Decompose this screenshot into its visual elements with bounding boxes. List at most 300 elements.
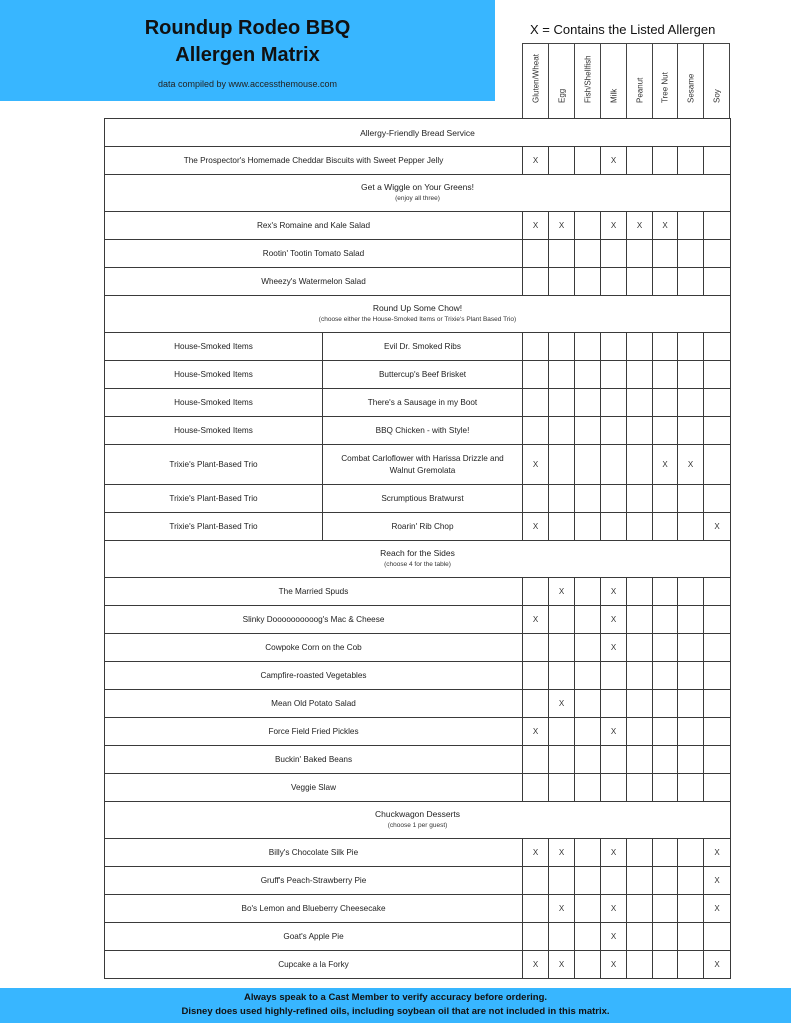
allergen-cell — [523, 746, 549, 774]
allergen-cell — [523, 513, 549, 541]
allergen-mark: X — [558, 586, 565, 596]
allergen-cell — [653, 867, 678, 895]
allergen-cell — [627, 923, 653, 951]
item-name: Buckin' Baked Beans — [105, 746, 523, 774]
allergen-matrix-table — [104, 118, 731, 979]
page-title-line-1: Roundup Rodeo BBQ — [144, 17, 351, 39]
item-name: Billy's Chocolate Silk Pie — [105, 839, 523, 867]
allergen-cell — [627, 690, 653, 718]
allergen-cell — [627, 578, 653, 606]
allergen-mark: X — [687, 459, 694, 469]
allergen-cell — [704, 634, 731, 662]
allergen-cell — [575, 839, 601, 867]
allergen-cell — [601, 361, 627, 389]
section-subtitle: (choose 4 for the table) — [384, 561, 451, 568]
section-title: Get a Wiggle on Your Greens! — [361, 182, 474, 192]
allergen-cell — [523, 485, 549, 513]
allergen-mark: X — [610, 642, 617, 652]
allergen-cell — [575, 389, 601, 417]
allergen-cell — [575, 361, 601, 389]
allergen-cell — [704, 389, 731, 417]
allergen-cell — [523, 718, 549, 746]
allergen-cell — [549, 361, 575, 389]
allergen-cell — [653, 690, 678, 718]
allergen-cell — [678, 361, 704, 389]
allergen-cell — [627, 774, 653, 802]
allergen-cell — [523, 839, 549, 867]
table-row — [105, 662, 731, 690]
table-row — [105, 485, 731, 513]
item-name: The Married Spuds — [105, 578, 523, 606]
allergen-cell — [627, 333, 653, 361]
allergen-cell — [678, 690, 704, 718]
allergen-cell — [549, 951, 575, 979]
allergen-mark: X — [662, 459, 668, 469]
item-category: House-Smoked Items — [105, 333, 323, 361]
allergen-cell — [653, 951, 678, 979]
allergen-cell — [549, 212, 575, 240]
item-name: Cupcake a la Forky — [105, 951, 523, 979]
allergen-cell — [678, 634, 704, 662]
item-name: Veggie Slaw — [105, 774, 523, 802]
section-header — [105, 541, 731, 578]
allergen-cell — [575, 513, 601, 541]
section-title: Round Up Some Chow! — [372, 303, 463, 313]
item-category: Trixie's Plant-Based Trio — [105, 513, 323, 541]
allergen-mark: X — [610, 614, 617, 624]
allergen-cell — [704, 268, 731, 296]
table-row — [105, 923, 731, 951]
allergen-mark: X — [610, 959, 617, 969]
table-row — [105, 718, 731, 746]
allergen-header-tree-nut — [652, 44, 677, 118]
allergen-cell — [601, 333, 627, 361]
allergen-mark: X — [558, 959, 565, 969]
allergen-cell — [653, 361, 678, 389]
allergen-cell — [601, 268, 627, 296]
allergen-cell — [523, 333, 549, 361]
allergen-cell — [549, 662, 575, 690]
allergen-mark: X — [532, 959, 539, 969]
allergen-cell — [627, 212, 653, 240]
allergen-cell — [601, 662, 627, 690]
allergen-mark: X — [532, 614, 539, 624]
allergen-cell — [523, 634, 549, 662]
allergen-cell — [601, 839, 627, 867]
allergen-cell — [627, 867, 653, 895]
allergen-header-label: Soy — [712, 89, 721, 103]
allergen-mark: X — [558, 903, 565, 913]
allergen-cell — [678, 389, 704, 417]
allergen-mark: X — [714, 903, 720, 913]
allergen-cell — [653, 895, 678, 923]
allergen-header-label: Gluten/Wheat — [531, 54, 540, 103]
allergen-cell — [653, 268, 678, 296]
allergen-mark: X — [610, 155, 617, 165]
item-category: Trixie's Plant-Based Trio — [105, 445, 323, 485]
allergen-header-peanut — [626, 44, 652, 118]
item-name: Force Field Fried Pickles — [105, 718, 523, 746]
section-header — [105, 802, 731, 839]
item-name: There's a Sausage in my Boot — [323, 389, 523, 417]
allergen-cell — [627, 417, 653, 445]
item-name: Slinky Doooooooooog's Mac & Cheese — [105, 606, 523, 634]
allergen-cell — [627, 839, 653, 867]
section-header-row — [105, 119, 731, 147]
footer-banner — [0, 988, 791, 1023]
allergen-cell — [653, 445, 678, 485]
allergen-cell — [575, 923, 601, 951]
allergen-mark: X — [636, 220, 643, 230]
allergen-cell — [549, 895, 575, 923]
allergen-cell — [678, 240, 704, 268]
allergen-cell — [678, 268, 704, 296]
allergen-cell — [704, 839, 731, 867]
allergen-cell — [549, 867, 575, 895]
allergen-cell — [575, 578, 601, 606]
section-title: Allergy-Friendly Bread Service — [360, 127, 475, 138]
section-header-row — [105, 175, 731, 212]
allergen-cell — [523, 240, 549, 268]
table-row — [105, 268, 731, 296]
allergen-cell — [575, 662, 601, 690]
allergen-cell — [704, 361, 731, 389]
allergen-cell — [653, 212, 678, 240]
allergen-cell — [627, 746, 653, 774]
allergen-cell — [575, 867, 601, 895]
section-header — [105, 296, 731, 333]
allergen-cell — [627, 485, 653, 513]
allergen-cell — [653, 485, 678, 513]
item-name: Mean Old Potato Salad — [105, 690, 523, 718]
allergen-cell — [678, 147, 704, 175]
allergen-cell — [627, 147, 653, 175]
allergen-mark: X — [610, 847, 617, 857]
allergen-cell — [678, 867, 704, 895]
allergen-cell — [601, 774, 627, 802]
allergen-mark: X — [532, 847, 539, 857]
allergen-cell — [601, 212, 627, 240]
allergen-mark: X — [662, 220, 668, 230]
item-name: Roarin' Rib Chop — [323, 513, 523, 541]
section-subtitle: (choose 1 per guest) — [387, 822, 448, 829]
allergen-cell — [575, 951, 601, 979]
allergen-mark: X — [532, 726, 539, 736]
allergen-cell — [704, 746, 731, 774]
allergen-cell — [653, 662, 678, 690]
allergen-cell — [549, 718, 575, 746]
allergen-cell — [704, 485, 731, 513]
allergen-mark: X — [558, 847, 565, 857]
allergen-cell — [678, 212, 704, 240]
allergen-header-sesame — [677, 44, 703, 118]
allergen-cell — [575, 746, 601, 774]
allergen-cell — [575, 718, 601, 746]
allergen-cell — [523, 867, 549, 895]
allergen-cell — [704, 333, 731, 361]
legend-text: X = Contains the Listed Allergen — [530, 22, 716, 37]
allergen-cell — [704, 578, 731, 606]
allergen-cell — [601, 746, 627, 774]
table-row — [105, 867, 731, 895]
section-header-row — [105, 541, 731, 578]
allergen-cell — [523, 951, 549, 979]
allergen-cell — [549, 147, 575, 175]
allergen-cell — [704, 774, 731, 802]
table-row — [105, 578, 731, 606]
table-row — [105, 690, 731, 718]
allergen-cell — [678, 485, 704, 513]
allergen-header-milk — [600, 44, 626, 118]
allergen-cell — [601, 578, 627, 606]
allergen-cell — [575, 690, 601, 718]
item-name: Scrumptious Bratwurst — [323, 485, 523, 513]
allergen-cell — [523, 690, 549, 718]
allergen-cell — [549, 746, 575, 774]
allergen-cell — [704, 923, 731, 951]
allergen-cell — [627, 513, 653, 541]
allergen-mark: X — [532, 459, 539, 469]
allergen-cell — [601, 690, 627, 718]
item-name: Buttercup's Beef Brisket — [323, 361, 523, 389]
allergen-cell — [601, 634, 627, 662]
allergen-mark: X — [610, 586, 617, 596]
allergen-cell — [575, 606, 601, 634]
allergen-header-soy — [703, 44, 730, 118]
allergen-cell — [678, 445, 704, 485]
table-row — [105, 513, 731, 541]
allergen-mark: X — [558, 698, 565, 708]
item-category: House-Smoked Items — [105, 361, 323, 389]
table-row — [105, 361, 731, 389]
section-header — [105, 119, 731, 147]
allergen-cell — [653, 417, 678, 445]
allergen-cell — [678, 895, 704, 923]
allergen-cell — [627, 361, 653, 389]
allergen-header-egg — [548, 44, 574, 118]
allergen-cell — [678, 662, 704, 690]
allergen-cell — [678, 951, 704, 979]
allergen-cell — [575, 212, 601, 240]
allergen-column-headers — [522, 43, 730, 119]
allergen-cell — [523, 147, 549, 175]
section-title: Reach for the Sides — [380, 548, 455, 558]
item-name: Campfire-roasted Vegetables — [105, 662, 523, 690]
allergen-cell — [627, 268, 653, 296]
table-row — [105, 774, 731, 802]
section-title: Chuckwagon Desserts — [374, 809, 461, 819]
section-subtitle: (choose either the House-Smoked Items or Trixie's Plant Based Trio) — [318, 316, 517, 323]
allergen-cell — [601, 240, 627, 268]
allergen-cell — [678, 578, 704, 606]
allergen-cell — [575, 895, 601, 923]
allergen-cell — [523, 774, 549, 802]
section-header-row — [105, 296, 731, 333]
allergen-cell — [601, 718, 627, 746]
table-row — [105, 240, 731, 268]
table-row — [105, 746, 731, 774]
allergen-cell — [704, 212, 731, 240]
title-banner — [0, 0, 495, 101]
allergen-cell — [549, 606, 575, 634]
allergen-cell — [627, 718, 653, 746]
table-row — [105, 389, 731, 417]
allergen-cell — [549, 389, 575, 417]
table-row — [105, 895, 731, 923]
allergen-header-label: Tree Nut — [660, 72, 670, 103]
allergen-cell — [653, 774, 678, 802]
allergen-cell — [549, 839, 575, 867]
allergen-cell — [601, 867, 627, 895]
allergen-cell — [653, 513, 678, 541]
allergen-cell — [627, 634, 653, 662]
allergen-cell — [653, 839, 678, 867]
item-category: House-Smoked Items — [105, 417, 323, 445]
section-header — [105, 175, 731, 212]
allergen-cell — [678, 839, 704, 867]
allergen-cell — [653, 240, 678, 268]
page-title-line-2: Allergen Matrix — [175, 44, 320, 66]
allergen-cell — [575, 268, 601, 296]
allergen-cell — [704, 513, 731, 541]
allergen-cell — [523, 389, 549, 417]
allergen-cell — [653, 578, 678, 606]
allergen-mark: X — [714, 875, 720, 885]
allergen-cell — [678, 513, 704, 541]
allergen-cell — [549, 268, 575, 296]
item-name: Evil Dr. Smoked Ribs — [323, 333, 523, 361]
allergen-cell — [678, 606, 704, 634]
allergen-cell — [627, 606, 653, 634]
allergen-cell — [601, 147, 627, 175]
item-name: Wheezy's Watermelon Salad — [105, 268, 523, 296]
allergen-mark: X — [610, 220, 617, 230]
allergen-cell — [704, 417, 731, 445]
allergen-cell — [704, 240, 731, 268]
item-name: The Prospector's Homemade Cheddar Biscuits with Sweet Pepper Jelly — [105, 147, 523, 175]
allergen-mark: X — [532, 521, 539, 531]
allergen-cell — [627, 951, 653, 979]
allergen-cell — [653, 389, 678, 417]
table-row — [105, 634, 731, 662]
allergen-cell — [704, 867, 731, 895]
allergen-cell — [704, 606, 731, 634]
allergen-header-label: Sesame — [686, 73, 695, 103]
allergen-cell — [601, 417, 627, 445]
allergen-mark: X — [610, 903, 617, 913]
allergen-cell — [601, 895, 627, 923]
footer-disclaimer-1: Always speak to a Cast Member to verify accuracy before ordering. — [243, 992, 548, 1003]
allergen-cell — [678, 417, 704, 445]
allergen-mark: X — [532, 155, 539, 165]
allergen-cell — [575, 634, 601, 662]
allergen-header-fish-shellfish — [574, 44, 600, 118]
table-row — [105, 147, 731, 175]
item-name: Goat's Apple Pie — [105, 923, 523, 951]
allergen-cell — [704, 662, 731, 690]
allergen-cell — [523, 417, 549, 445]
allergen-cell — [627, 445, 653, 485]
allergen-cell — [523, 212, 549, 240]
allergen-cell — [575, 240, 601, 268]
allergen-cell — [678, 774, 704, 802]
allergen-cell — [704, 718, 731, 746]
allergen-cell — [575, 774, 601, 802]
allergen-cell — [575, 417, 601, 445]
allergen-cell — [523, 361, 549, 389]
allergen-cell — [575, 147, 601, 175]
allergen-header-label: Fish/Shellfish — [583, 55, 592, 103]
allergen-header-gluten-wheat — [522, 44, 548, 118]
allergen-cell — [601, 485, 627, 513]
table-row — [105, 839, 731, 867]
allergen-cell — [678, 718, 704, 746]
allergen-cell — [653, 333, 678, 361]
table-row — [105, 333, 731, 361]
item-category: Trixie's Plant-Based Trio — [105, 485, 323, 513]
item-name: Cowpoke Corn on the Cob — [105, 634, 523, 662]
allergen-cell — [549, 333, 575, 361]
allergen-cell — [678, 333, 704, 361]
allergen-mark: X — [558, 220, 565, 230]
item-name: BBQ Chicken - with Style! — [323, 417, 523, 445]
allergen-cell — [549, 774, 575, 802]
allergen-cell — [601, 923, 627, 951]
item-name: Bo's Lemon and Blueberry Cheesecake — [105, 895, 523, 923]
allergen-mark: X — [714, 847, 720, 857]
allergen-cell — [704, 147, 731, 175]
allergen-mark: X — [610, 726, 617, 736]
allergen-cell — [653, 718, 678, 746]
allergen-cell — [523, 606, 549, 634]
item-name: Gruff's Peach-Strawberry Pie — [105, 867, 523, 895]
table-row — [105, 606, 731, 634]
allergen-cell — [601, 951, 627, 979]
item-name: Rootin' Tootin Tomato Salad — [105, 240, 523, 268]
allergen-cell — [704, 690, 731, 718]
item-name: Rex's Romaine and Kale Salad — [105, 212, 523, 240]
allergen-cell — [678, 923, 704, 951]
allergen-cell — [704, 895, 731, 923]
allergen-cell — [601, 513, 627, 541]
allergen-cell — [575, 333, 601, 361]
table-row — [105, 951, 731, 979]
allergen-cell — [627, 389, 653, 417]
data-credit: data compiled by www.accessthemouse.com — [157, 79, 338, 89]
allergen-mark: X — [714, 521, 720, 531]
table-row — [105, 445, 731, 485]
allergen-mark: X — [714, 959, 720, 969]
allergen-cell — [678, 746, 704, 774]
allergen-cell — [523, 662, 549, 690]
allergen-cell — [653, 147, 678, 175]
allergen-cell — [627, 240, 653, 268]
allergen-cell — [523, 923, 549, 951]
allergen-cell — [653, 634, 678, 662]
allergen-cell — [549, 513, 575, 541]
footer-disclaimer-2: Disney does used highly-refined oils, including soybean oil that are not included in this matrix. — [181, 1006, 610, 1017]
section-header-row — [105, 802, 731, 839]
allergen-cell — [704, 951, 731, 979]
allergen-cell — [653, 923, 678, 951]
allergen-cell — [549, 923, 575, 951]
allergen-cell — [549, 445, 575, 485]
allergen-cell — [627, 662, 653, 690]
allergen-cell — [549, 240, 575, 268]
allergen-cell — [704, 445, 731, 485]
table-row — [105, 212, 731, 240]
allergen-cell — [523, 445, 549, 485]
